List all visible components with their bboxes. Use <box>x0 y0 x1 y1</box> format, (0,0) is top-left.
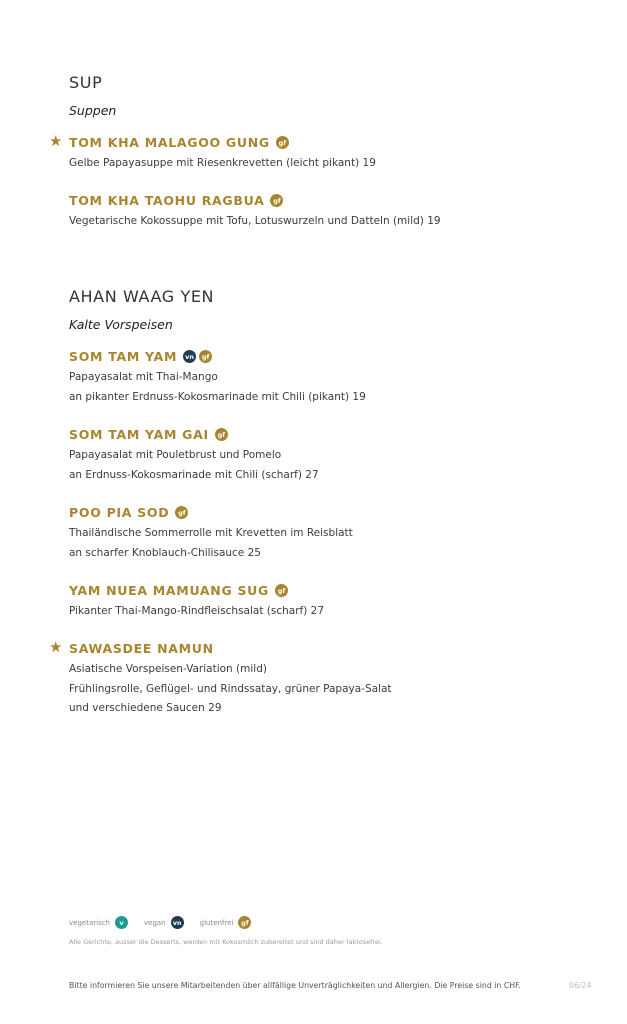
dish-poo-pia-sod <box>69 504 589 563</box>
legend-label-vegan: vegan <box>144 918 166 927</box>
dish-name: TOM KHA MALAGOO GUNG <box>69 135 270 150</box>
allergy-info-footer: Bitte informieren Sie unsere Mitarbeitenden über allfällige Unverträglichkeiten und Allergien. Die Preise sind in CHF. <box>69 981 521 990</box>
dish-som-tam-yam <box>69 348 589 407</box>
dish-tom-kha-malagoo-gung <box>49 132 589 174</box>
dish-tom-kha-taohu-ragbua <box>69 192 589 232</box>
diet-legend <box>69 916 267 929</box>
section-title-sup: SUP <box>69 73 103 92</box>
dish-description: Gelbe Papayasuppe mit Riesenkrevetten (leicht pikant) 19 <box>69 157 376 169</box>
section-subtitle-kalte-vorspeisen: Kalte Vorspeisen <box>69 317 173 332</box>
dish-name: YAM NUEA MAMUANG SUG <box>69 583 269 598</box>
page-number: 06/24 <box>569 981 592 990</box>
dish-name: SOM TAM YAM GAI <box>69 427 209 442</box>
dish-description-line: an Erdnuss-Kokosmarinade mit Chili (scharf) 27 <box>69 468 319 481</box>
dish-description-line: Papayasalat mit Pouletbrust und Pomelo <box>69 449 282 461</box>
dish-sawasdee-namun <box>49 638 589 719</box>
dish-description-line: an pikanter Erdnuss-Kokosmarinade mit Chili (pikant) 19 <box>69 390 366 403</box>
dish-name: SOM TAM YAM <box>69 349 178 364</box>
glutenfree-badge-icon: gf <box>270 194 283 207</box>
vegetarian-badge-icon: v <box>115 916 128 929</box>
dish-description: Vegetarische Kokossuppe mit Tofu, Lotuswurzeln und Datteln (mild) 19 <box>69 215 441 227</box>
dish-description-line: Pikanter Thai-Mango-Rindfleischsalat (scharf) 27 <box>69 605 325 617</box>
section-subtitle-suppen: Suppen <box>69 103 117 118</box>
glutenfree-badge-icon: gf <box>276 136 289 149</box>
dish-name: SAWASDEE NAMUN <box>69 641 214 656</box>
legend-label-glutenfree: glutenfrei <box>199 918 234 927</box>
dish-description-line: Papayasalat mit Thai-Mango <box>69 371 218 383</box>
glutenfree-badge-icon: gf <box>275 584 288 597</box>
dish-som-tam-yam-gai <box>69 426 589 485</box>
lactose-note: Alle Gerichte, ausser die Desserts, werden mit Kokosmilch zubereitet und sind daher laktosefrei. <box>69 938 383 946</box>
dish-description-line: Asiatische Vorspeisen-Variation (mild) <box>69 663 267 675</box>
star-icon: ★ <box>49 132 63 150</box>
star-icon: ★ <box>49 638 63 656</box>
legend-label-vegetarian: vegetarisch <box>69 918 110 927</box>
dish-description-line: an scharfer Knoblauch-Chilisauce 25 <box>69 546 261 559</box>
dish-description-line: Thailändische Sommerrolle mit Krevetten im Reisblatt <box>69 527 353 539</box>
section-title-ahan-waag-yen: AHAN WAAG YEN <box>69 287 215 306</box>
dish-description-line: und verschiedene Saucen 29 <box>69 702 222 714</box>
dish-name: POO PIA SOD <box>69 505 170 520</box>
dish-name: TOM KHA TAOHU RAGBUA <box>69 193 265 208</box>
vegan-badge-icon: vn <box>183 350 196 363</box>
glutenfree-badge-icon: gf <box>215 428 228 441</box>
glutenfree-badge-icon: gf <box>175 506 188 519</box>
glutenfree-badge-icon: gf <box>199 350 212 363</box>
dish-description-line: Frühlingsrolle, Geflügel- und Rindssatay, grüner Papaya-Salat <box>69 682 392 695</box>
glutenfree-badge-icon: gf <box>238 916 251 929</box>
dish-yam-nuea-mamuang-sug <box>69 582 589 622</box>
vegan-badge-icon: vn <box>171 916 184 929</box>
